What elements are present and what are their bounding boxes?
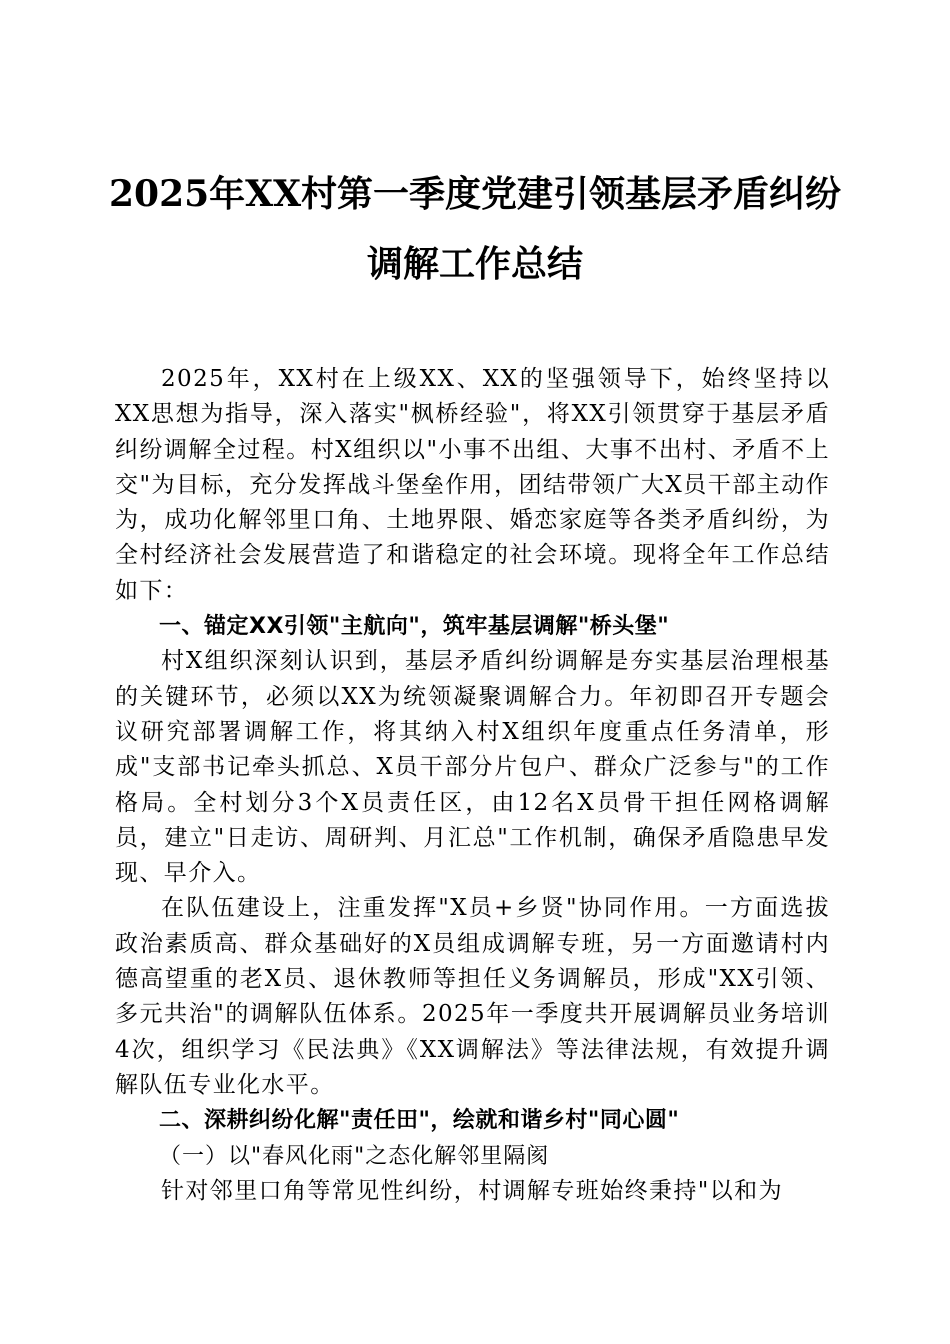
document-body (115, 362, 830, 1209)
section-heading-2: 二、深耕纠纷化解"责任田"，绘就和谐乡村"同心圆" (159, 1108, 680, 1134)
document-title-line-1: 2025年XX村第一季度党建引领基层矛盾纠纷 (108, 173, 842, 215)
subsection-heading-1: （一）以"春风化雨"之态化解邻里隔阂 (159, 1143, 550, 1169)
paragraph-subsection1: 针对邻里口角等常见性纠纷，村调解专班始终秉持"以和为 (161, 1177, 783, 1204)
paragraph-section1-a: 村X组织深刻认识到，基层矛盾纠纷调解是夯实基层治理根基的关键环节，必须以XX为统领凝聚调解合力。年初即召开专题会议研究部署调解工作，将其纳入村X组织年度重点任务清单，形成"支部书记牵头抓总、X员干部分片包户、群众广泛参与"的工作格局。全村划分3个X员责任区，由12名X员骨干担任网格调解员，建立"日走访、周研判、月汇总"工作机制，确保矛盾隐患早发现、早介入。 (115, 648, 830, 887)
paragraph-intro: 2025年，XX村在上级XX、XX的坚强领导下，始终坚持以XX思想为指导，深入落实"枫桥经验"，将XX引领贯穿于基层矛盾纠纷调解全过程。村X组织以"小事不出组、大事不出村、矛盾不上交"为目标，充分发挥战斗堡垒作用，团结带领广大X员干部主动作为，成功化解邻里口角、土地界限、婚恋家庭等各类矛盾纠纷，为全村经济社会发展营造了和谐稳定的社会环境。现将全年工作总结如下： (115, 366, 830, 604)
section-heading-1: 一、锚定XX引领"主航向"，筑牢基层调解"桥头堡" (159, 614, 670, 640)
document-title-line-2: 调解工作总结 (366, 243, 583, 285)
paragraph-section1-b: 在队伍建设上，注重发挥"X员+乡贤"协同作用。一方面选拔政治素质高、群众基础好的X员组成调解专班，另一方面邀请村内德高望重的老X员、退休教师等担任义务调解员，形成"XX引领、多元共治"的调解队伍体系。2025年一季度共开展调解员业务培训4次，组织学习《民法典》《XX调解法》等法律法规，有效提升调解队伍专业化水平。 (115, 895, 830, 1098)
